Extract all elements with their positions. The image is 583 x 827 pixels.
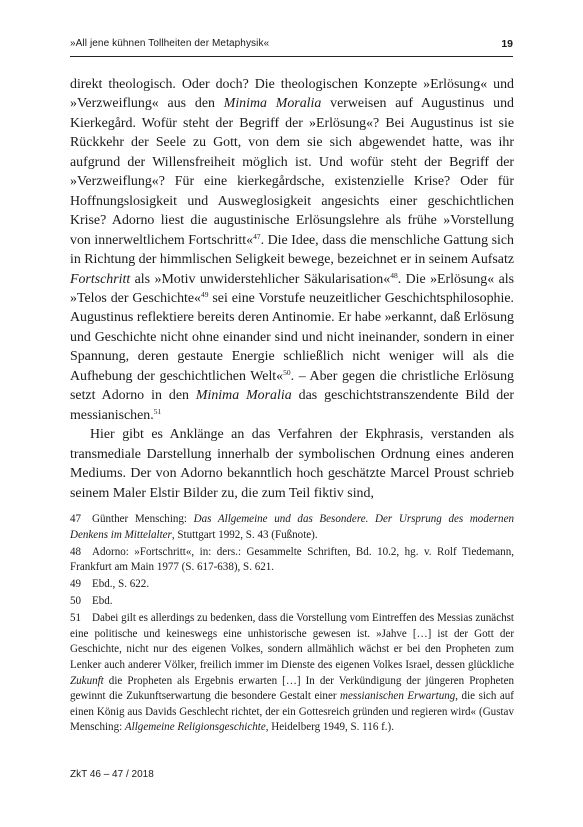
footnote-ref: 50 — [283, 367, 291, 377]
footnote-text: , die sich auf einen König aus Davids Geschlecht richtet, der ein Gottesreich gründen und regieren wird« (Gustav Mensching: — [70, 690, 514, 734]
footnote-48 — [70, 545, 514, 576]
footnote-ref: 49 — [201, 289, 209, 299]
main-text — [70, 75, 514, 503]
footnote-text: Günther Mensching: — [92, 513, 194, 525]
footnote-text: die Propheten als Ergebnis erwarten […] In der Verkündigung der jüngeren Propheten gewinnt die Zukunftserwartung die besondere Gestalt einer — [70, 674, 514, 703]
text-run: sei eine Vorstufe neuzeitlicher Geschichtsphilosophie. Augustinus reflektiere bereits deren Antinomie. Er habe »erkannt, daß Erlösung und Geschichte nicht ohne einander sind und nicht ineinander, sondern in einer Spannung, deren gestaute Energie schließlich nicht weniger will als die Aufhebung der geschichtlichen Welt« — [70, 290, 514, 384]
footnote-number: 51 — [70, 612, 82, 625]
footnote-text: , Stuttgart 1992, S. 43 (Fußnote). — [171, 528, 318, 541]
text-run: direkt theologisch. Oder doch? Die theologischen Konzepte »Erlösung« und »Verzweiflung« aus den — [70, 77, 514, 112]
text-run: das geschichtstranszendente Bild der messianischen. — [70, 388, 514, 423]
footnote-number: 49 — [70, 578, 82, 591]
text-run: . Die Idee, dass die menschliche Gattung sich in Richtung der himmlischen Seligkeit bewege, bezeichnet er in seinem Aufsatz — [70, 232, 514, 268]
footnote-italic: Das Allgemeine und das Besondere. Der Ursprung des modernen Denkens im Mittelalter — [70, 513, 514, 541]
text-run: verweisen auf Augustinus und Kierkegård. Wofür steht der Begriff der »Erlösung«? Bei Augustinus ist sie Rückkehr der Seele zu Gott, von dem sie sich abgewendet hatte, was ihr aufgrund der Willensfreiheit möglich ist. Und wofür steht der Begriff der »Verzweiflung«? Für eine kierkegårdsche, existenzielle Krise? Oder für Hoffnungslosigkeit und Ausweglosigkeit angesichts einer geschichtlichen Krise? Adorno liest die augustinische Erlösungslehre als frühe »Vorstellung von innerweltlichem Fortschritt« — [70, 96, 514, 248]
footnotes — [70, 512, 514, 737]
italic-title: Minima Moralia — [223, 96, 322, 112]
running-head — [70, 38, 513, 52]
footnote-italic: Zukunft — [70, 674, 104, 687]
footnote-number: 48 — [70, 545, 82, 558]
text-run: . – Aber gegen die christliche Erlösung setzt Adorno in den — [70, 368, 515, 404]
italic-title: Fortschritt — [70, 271, 131, 287]
journal-footer: ZkT 46 – 47 / 2018 — [70, 769, 154, 780]
footnote-ref: 51 — [153, 406, 162, 416]
footnote-text: Dabei gilt es allerdings zu bedenken, dass die Vorstellung vom Eintreffen des Messias zunächst eine politische und keineswegs eine unhistorische gewesen ist. »Jahve […] ist der Gott der Geschichte, nicht nur des eigenen Volkes, sondern allmählich wächst er bei den Propheten zum Lenker auch anderer Völker, freilich immer im Dienste des eigenen Volkes Israel, dessen glückliche — [70, 612, 514, 671]
footnote-ref: 48 — [390, 270, 398, 280]
text-run: . Die »Erlösung« als »Telos der Geschichte« — [70, 271, 515, 306]
paragraph-1 — [70, 75, 514, 425]
paragraph-2: Hier gibt es Anklänge an das Verfahren der Ekphrasis, verstanden als transmediale Darstellung innerhalb der symbolischen Ordnung eines anderen Mediums. Der von Adorno bekanntlich hoch geschätzte Marcel Proust schrieb seinem Maler Elstir Bilder zu, die zum Teil fiktiv sind, — [70, 427, 514, 501]
footnote-50 — [70, 594, 514, 610]
footnote-text: Ebd., S. 622. — [92, 578, 150, 591]
footnote-text: , Heidelberg 1949, S. 116 f.). — [265, 721, 394, 734]
footnote-number: 50 — [70, 595, 82, 608]
footnote-ref: 47 — [253, 231, 261, 241]
footnote-49 — [70, 577, 514, 593]
footnote-text: Adorno: »Fortschritt«, in: ders.: Gesammelte Schriften, Bd. 10.2, hg. v. Rolf Tiedemann, Frankfurt am Main 1977 (S. 617-638), S. 621. — [70, 545, 514, 574]
footnote-italic: Allgemeine Religionsgeschichte — [124, 721, 266, 734]
footnote-47 — [70, 512, 514, 543]
footnote-number: 47 — [70, 513, 82, 525]
footnote-text: Ebd. — [92, 595, 113, 608]
italic-title: Minima Moralia — [195, 388, 292, 404]
text-run: als »Motiv unwiderstehlicher Säkularisation« — [130, 271, 391, 287]
running-head-title: »All jene kühnen Tollheiten der Metaphysik« — [70, 38, 270, 49]
page-number: 19 — [501, 38, 513, 50]
footnote-51 — [70, 611, 514, 736]
footnote-italic: messianischen Erwartung — [340, 690, 456, 703]
header-rule — [70, 56, 513, 57]
